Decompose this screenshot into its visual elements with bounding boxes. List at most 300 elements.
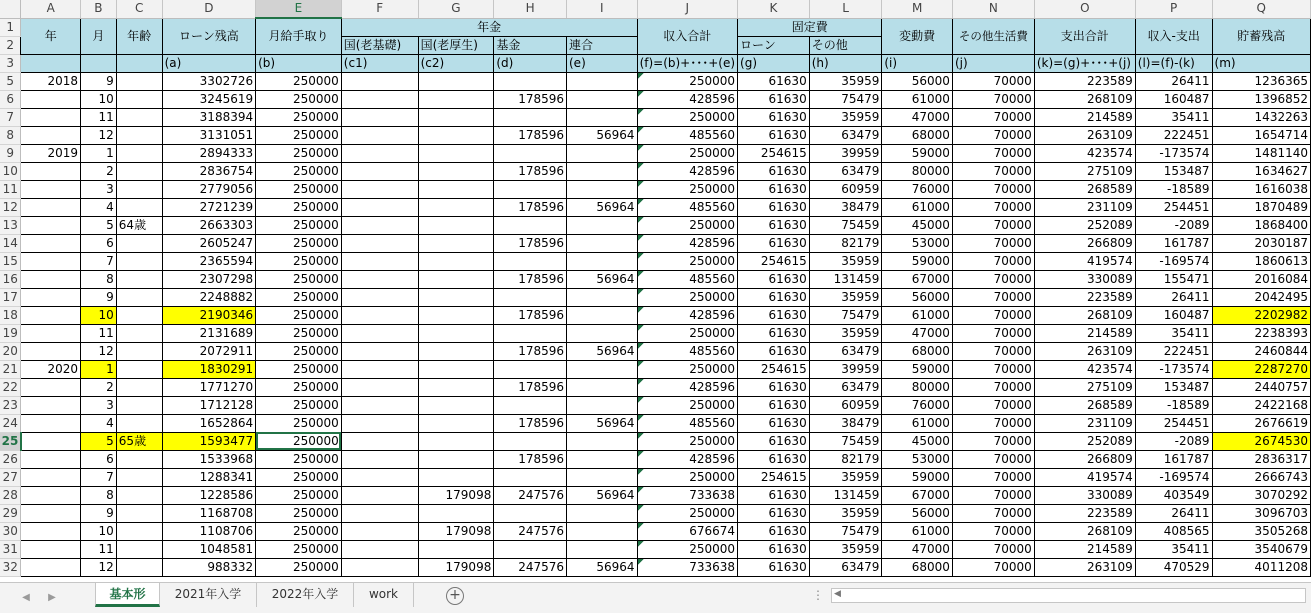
cell-j[interactable]: 250000 [637, 468, 737, 486]
cell-b[interactable]: 4 [81, 414, 117, 432]
header-other[interactable]: その他 [809, 36, 882, 54]
cell-a[interactable] [21, 432, 81, 450]
cell-q[interactable]: 2422168 [1212, 396, 1310, 414]
cell-m[interactable]: 56000 [882, 72, 953, 90]
cell-k[interactable]: 61630 [738, 162, 810, 180]
row-header-2[interactable]: 2 [0, 36, 21, 54]
cell-f[interactable] [341, 108, 418, 126]
cell-m[interactable]: 76000 [882, 180, 953, 198]
header-code-g[interactable]: (c2) [418, 54, 494, 72]
cell-p[interactable]: -18589 [1135, 180, 1212, 198]
cell-f[interactable] [341, 360, 418, 378]
row-header-5[interactable]: 5 [0, 72, 21, 90]
cell-l[interactable]: 60959 [809, 396, 882, 414]
cell-q[interactable]: 2030187 [1212, 234, 1310, 252]
cell-i[interactable] [567, 378, 638, 396]
cell-e[interactable]: 250000 [256, 396, 342, 414]
header-pension-group[interactable]: 年金 [341, 18, 637, 36]
cell-f[interactable] [341, 324, 418, 342]
cell-m[interactable]: 45000 [882, 216, 953, 234]
cell-c[interactable] [116, 342, 162, 360]
cell-d[interactable]: 2721239 [162, 198, 256, 216]
cell-c[interactable] [116, 360, 162, 378]
cell-c[interactable] [116, 540, 162, 558]
row-header-30[interactable]: 30 [0, 522, 21, 540]
cell-b[interactable]: 8 [81, 270, 117, 288]
cell-a[interactable] [21, 126, 81, 144]
cell-j[interactable]: 250000 [637, 72, 737, 90]
cell-n[interactable]: 70000 [952, 72, 1034, 90]
header-age[interactable]: 年齢 [116, 18, 162, 54]
cell-c[interactable] [116, 306, 162, 324]
cell-n[interactable]: 70000 [952, 432, 1034, 450]
cell-k[interactable]: 254615 [738, 252, 810, 270]
cell-m[interactable]: 53000 [882, 234, 953, 252]
cell-p[interactable]: 408565 [1135, 522, 1212, 540]
cell-e[interactable]: 250000 [256, 162, 342, 180]
cell-h[interactable] [494, 360, 567, 378]
cell-o[interactable]: 231109 [1034, 198, 1135, 216]
cell-e[interactable]: 250000 [256, 270, 342, 288]
cell-p[interactable]: 161787 [1135, 234, 1212, 252]
cell-g[interactable] [418, 360, 494, 378]
cell-c[interactable] [116, 180, 162, 198]
cell-j[interactable]: 428596 [637, 306, 737, 324]
cell-h[interactable] [494, 144, 567, 162]
cell-h[interactable]: 178596 [494, 306, 567, 324]
cell-j[interactable]: 250000 [637, 144, 737, 162]
cell-c[interactable] [116, 162, 162, 180]
tab-sheet-3[interactable]: 2022年入学 [257, 583, 354, 607]
cell-n[interactable]: 70000 [952, 198, 1034, 216]
cell-i[interactable] [567, 180, 638, 198]
cell-m[interactable]: 61000 [882, 522, 953, 540]
header-fixed-cost-group[interactable]: 固定費 [738, 18, 882, 36]
header-code-a[interactable] [21, 54, 81, 72]
cell-g[interactable] [418, 324, 494, 342]
cell-k[interactable]: 61630 [738, 90, 810, 108]
cell-l[interactable]: 60959 [809, 180, 882, 198]
cell-j[interactable]: 250000 [637, 540, 737, 558]
cell-o[interactable]: 252089 [1034, 216, 1135, 234]
cell-m[interactable]: 45000 [882, 432, 953, 450]
header-code-q[interactable]: (m) [1212, 54, 1310, 72]
cell-e[interactable]: 250000 [256, 378, 342, 396]
cell-o[interactable]: 268109 [1034, 306, 1135, 324]
cell-d[interactable]: 2663303 [162, 216, 256, 234]
cell-q[interactable]: 2238393 [1212, 324, 1310, 342]
cell-l[interactable]: 35959 [809, 540, 882, 558]
cell-m[interactable]: 47000 [882, 540, 953, 558]
header-expense-total[interactable]: 支出合計 [1034, 18, 1135, 54]
cell-q[interactable]: 2674530 [1212, 432, 1310, 450]
cell-p[interactable]: 161787 [1135, 450, 1212, 468]
cell-e[interactable]: 250000 [256, 108, 342, 126]
header-code-c[interactable] [116, 54, 162, 72]
cell-j[interactable]: 250000 [637, 396, 737, 414]
cell-n[interactable]: 70000 [952, 162, 1034, 180]
cell-i[interactable] [567, 450, 638, 468]
cell-a[interactable] [21, 414, 81, 432]
cell-n[interactable]: 70000 [952, 378, 1034, 396]
cell-d[interactable]: 2131689 [162, 324, 256, 342]
column-header-a[interactable]: A [21, 0, 81, 18]
cell-f[interactable] [341, 270, 418, 288]
cell-a[interactable] [21, 522, 81, 540]
cell-i[interactable] [567, 468, 638, 486]
cell-o[interactable]: 423574 [1034, 144, 1135, 162]
cell-k[interactable]: 61630 [738, 108, 810, 126]
cell-c[interactable] [116, 198, 162, 216]
cell-p[interactable]: -2089 [1135, 432, 1212, 450]
cell-m[interactable]: 61000 [882, 306, 953, 324]
cell-o[interactable]: 268589 [1034, 396, 1135, 414]
cell-f[interactable] [341, 540, 418, 558]
cell-b[interactable]: 2 [81, 162, 117, 180]
cell-b[interactable]: 11 [81, 540, 117, 558]
cell-o[interactable]: 268109 [1034, 522, 1135, 540]
cell-a[interactable] [21, 324, 81, 342]
cell-e[interactable]: 250000 [256, 216, 342, 234]
header-savings[interactable]: 貯蓄残高 [1212, 18, 1310, 54]
cell-a[interactable] [21, 252, 81, 270]
cell-g[interactable] [418, 540, 494, 558]
cell-e[interactable]: 250000 [256, 198, 342, 216]
cell-j[interactable]: 250000 [637, 432, 737, 450]
cell-g[interactable]: 179098 [418, 558, 494, 576]
cell-e[interactable]: 250000 [256, 144, 342, 162]
cell-e[interactable]: 250000 [256, 72, 342, 90]
cell-c[interactable] [116, 468, 162, 486]
cell-i[interactable] [567, 540, 638, 558]
cell-c[interactable] [116, 558, 162, 576]
cell-b[interactable]: 6 [81, 234, 117, 252]
cell-n[interactable]: 70000 [952, 216, 1034, 234]
cell-p[interactable]: 153487 [1135, 162, 1212, 180]
cell-q[interactable]: 1432263 [1212, 108, 1310, 126]
cell-p[interactable]: 26411 [1135, 504, 1212, 522]
cell-f[interactable] [341, 450, 418, 468]
cell-m[interactable]: 59000 [882, 468, 953, 486]
cell-o[interactable]: 252089 [1034, 432, 1135, 450]
cell-o[interactable]: 330089 [1034, 270, 1135, 288]
cell-q[interactable]: 1481140 [1212, 144, 1310, 162]
cell-c[interactable] [116, 90, 162, 108]
cell-m[interactable]: 56000 [882, 288, 953, 306]
cell-a[interactable] [21, 108, 81, 126]
cell-b[interactable]: 9 [81, 288, 117, 306]
tab-sheet-4[interactable]: work [354, 583, 414, 607]
cell-p[interactable]: 153487 [1135, 378, 1212, 396]
cell-l[interactable]: 75479 [809, 522, 882, 540]
cell-c[interactable] [116, 126, 162, 144]
cell-n[interactable]: 70000 [952, 540, 1034, 558]
cell-k[interactable]: 254615 [738, 360, 810, 378]
cell-g[interactable] [418, 108, 494, 126]
cell-l[interactable]: 35959 [809, 468, 882, 486]
cell-d[interactable]: 1048581 [162, 540, 256, 558]
cell-m[interactable]: 59000 [882, 144, 953, 162]
cell-c[interactable] [116, 504, 162, 522]
cell-k[interactable]: 61630 [738, 504, 810, 522]
cell-l[interactable]: 35959 [809, 504, 882, 522]
cell-h[interactable]: 247576 [494, 486, 567, 504]
cell-n[interactable]: 70000 [952, 450, 1034, 468]
cell-f[interactable] [341, 180, 418, 198]
header-code-k[interactable]: (g) [738, 54, 810, 72]
cell-l[interactable]: 63479 [809, 126, 882, 144]
cell-l[interactable]: 35959 [809, 252, 882, 270]
cell-h[interactable] [494, 288, 567, 306]
cell-l[interactable]: 131459 [809, 486, 882, 504]
column-header-q[interactable]: Q [1212, 0, 1310, 18]
cell-j[interactable]: 250000 [637, 324, 737, 342]
column-header-k[interactable]: K [738, 0, 810, 18]
cell-o[interactable]: 266809 [1034, 234, 1135, 252]
cell-q[interactable]: 1654714 [1212, 126, 1310, 144]
cell-b[interactable]: 1 [81, 360, 117, 378]
cell-h[interactable]: 178596 [494, 270, 567, 288]
header-kuni-kiso[interactable]: 国(老基礎) [341, 36, 418, 54]
cell-k[interactable]: 254615 [738, 144, 810, 162]
cell-n[interactable]: 70000 [952, 504, 1034, 522]
header-code-f[interactable]: (c1) [341, 54, 418, 72]
cell-m[interactable]: 47000 [882, 324, 953, 342]
cell-j[interactable]: 428596 [637, 90, 737, 108]
cell-p[interactable]: -18589 [1135, 396, 1212, 414]
cell-d[interactable]: 2605247 [162, 234, 256, 252]
cell-j[interactable]: 485560 [637, 270, 737, 288]
cell-a[interactable] [21, 378, 81, 396]
cell-i[interactable] [567, 522, 638, 540]
row-header-24[interactable]: 24 [0, 414, 21, 432]
cell-f[interactable] [341, 252, 418, 270]
cell-g[interactable] [418, 396, 494, 414]
cell-b[interactable]: 8 [81, 486, 117, 504]
cell-q[interactable]: 1616038 [1212, 180, 1310, 198]
cell-p[interactable]: 35411 [1135, 324, 1212, 342]
cell-p[interactable]: 254451 [1135, 414, 1212, 432]
cell-q[interactable]: 4011208 [1212, 558, 1310, 576]
cell-n[interactable]: 70000 [952, 522, 1034, 540]
cell-q[interactable]: 1870489 [1212, 198, 1310, 216]
cell-n[interactable]: 70000 [952, 180, 1034, 198]
cell-q[interactable]: 2287270 [1212, 360, 1310, 378]
cell-e[interactable]: 250000 [256, 540, 342, 558]
cell-m[interactable]: 61000 [882, 90, 953, 108]
cell-f[interactable] [341, 396, 418, 414]
cell-g[interactable] [418, 180, 494, 198]
cell-e[interactable]: 250000 [256, 414, 342, 432]
cell-l[interactable]: 38479 [809, 198, 882, 216]
cell-q[interactable]: 1868400 [1212, 216, 1310, 234]
cell-g[interactable] [418, 198, 494, 216]
cell-q[interactable]: 3505268 [1212, 522, 1310, 540]
cell-l[interactable]: 63479 [809, 162, 882, 180]
select-all-corner[interactable] [0, 0, 21, 18]
cell-g[interactable] [418, 270, 494, 288]
cell-i[interactable] [567, 72, 638, 90]
cell-b[interactable]: 5 [81, 432, 117, 450]
row-header-8[interactable]: 8 [0, 126, 21, 144]
cell-g[interactable] [418, 162, 494, 180]
cell-d[interactable]: 2072911 [162, 342, 256, 360]
cell-i[interactable] [567, 108, 638, 126]
cell-a[interactable] [21, 90, 81, 108]
cell-c[interactable] [116, 450, 162, 468]
cell-f[interactable] [341, 414, 418, 432]
cell-i[interactable] [567, 306, 638, 324]
header-code-i[interactable]: (e) [567, 54, 638, 72]
header-kuni-kosei[interactable]: 国(老厚生) [418, 36, 494, 54]
cell-h[interactable]: 247576 [494, 522, 567, 540]
cell-p[interactable]: -173574 [1135, 360, 1212, 378]
cell-j[interactable]: 676674 [637, 522, 737, 540]
cell-d[interactable]: 1228586 [162, 486, 256, 504]
cell-b[interactable]: 9 [81, 504, 117, 522]
cell-j[interactable]: 250000 [637, 216, 737, 234]
cell-f[interactable] [341, 288, 418, 306]
cell-d[interactable]: 1288341 [162, 468, 256, 486]
cell-h[interactable]: 247576 [494, 558, 567, 576]
cell-d[interactable]: 1168708 [162, 504, 256, 522]
cell-p[interactable]: 470529 [1135, 558, 1212, 576]
row-header-11[interactable]: 11 [0, 180, 21, 198]
column-header-n[interactable]: N [952, 0, 1034, 18]
cell-m[interactable]: 61000 [882, 414, 953, 432]
column-header-l[interactable]: L [809, 0, 882, 18]
cell-k[interactable]: 61630 [738, 450, 810, 468]
cell-i[interactable] [567, 288, 638, 306]
cell-l[interactable]: 63479 [809, 558, 882, 576]
cell-h[interactable]: 178596 [494, 234, 567, 252]
cell-o[interactable]: 423574 [1034, 360, 1135, 378]
cell-g[interactable] [418, 144, 494, 162]
cell-b[interactable]: 12 [81, 126, 117, 144]
cell-h[interactable] [494, 108, 567, 126]
cell-p[interactable]: -2089 [1135, 216, 1212, 234]
cell-m[interactable]: 68000 [882, 558, 953, 576]
cell-i[interactable] [567, 90, 638, 108]
cell-o[interactable]: 268589 [1034, 180, 1135, 198]
row-header-1[interactable]: 1 [0, 18, 21, 36]
cell-o[interactable]: 263109 [1034, 126, 1135, 144]
row-header-28[interactable]: 28 [0, 486, 21, 504]
cell-p[interactable]: 222451 [1135, 342, 1212, 360]
header-code-h[interactable]: (d) [494, 54, 567, 72]
cell-o[interactable]: 223589 [1034, 72, 1135, 90]
cell-e[interactable]: 250000 [256, 558, 342, 576]
cell-p[interactable]: -173574 [1135, 144, 1212, 162]
header-code-n[interactable]: (j) [952, 54, 1034, 72]
cell-q[interactable]: 2202982 [1212, 306, 1310, 324]
cell-p[interactable]: 403549 [1135, 486, 1212, 504]
cell-n[interactable]: 70000 [952, 360, 1034, 378]
cell-d[interactable]: 1533968 [162, 450, 256, 468]
cell-o[interactable]: 214589 [1034, 540, 1135, 558]
header-loan-balance[interactable]: ローン残高 [162, 18, 256, 54]
row-header-9[interactable]: 9 [0, 144, 21, 162]
cell-b[interactable]: 9 [81, 72, 117, 90]
cell-o[interactable]: 214589 [1034, 324, 1135, 342]
cell-c[interactable] [116, 324, 162, 342]
cell-l[interactable]: 75479 [809, 306, 882, 324]
cell-h[interactable]: 178596 [494, 378, 567, 396]
cell-b[interactable]: 10 [81, 90, 117, 108]
cell-f[interactable] [341, 216, 418, 234]
cell-m[interactable]: 67000 [882, 486, 953, 504]
cell-a[interactable] [21, 288, 81, 306]
cell-k[interactable]: 61630 [738, 72, 810, 90]
cell-n[interactable]: 70000 [952, 252, 1034, 270]
cell-p[interactable]: 254451 [1135, 198, 1212, 216]
scroll-left-icon[interactable]: ◀ [22, 592, 30, 603]
cell-p[interactable]: 35411 [1135, 108, 1212, 126]
cell-h[interactable]: 178596 [494, 198, 567, 216]
cell-o[interactable]: 330089 [1034, 486, 1135, 504]
cell-m[interactable]: 68000 [882, 342, 953, 360]
cell-d[interactable]: 2365594 [162, 252, 256, 270]
cell-b[interactable]: 6 [81, 450, 117, 468]
cell-f[interactable] [341, 72, 418, 90]
cell-o[interactable]: 223589 [1034, 504, 1135, 522]
cell-e[interactable]: 250000 [256, 90, 342, 108]
column-header-d[interactable]: D [162, 0, 256, 18]
row-header-10[interactable]: 10 [0, 162, 21, 180]
cell-j[interactable]: 733638 [637, 486, 737, 504]
cell-m[interactable]: 59000 [882, 360, 953, 378]
cell-j[interactable]: 428596 [637, 162, 737, 180]
cell-g[interactable] [418, 432, 494, 450]
row-header-29[interactable]: 29 [0, 504, 21, 522]
cell-h[interactable] [494, 252, 567, 270]
cell-a[interactable] [21, 504, 81, 522]
tab-sheet-2[interactable]: 2021年入学 [160, 583, 257, 607]
cell-l[interactable]: 35959 [809, 324, 882, 342]
cell-k[interactable]: 61630 [738, 342, 810, 360]
cell-d[interactable]: 2836754 [162, 162, 256, 180]
cell-k[interactable]: 254615 [738, 468, 810, 486]
cell-a[interactable] [21, 486, 81, 504]
cell-f[interactable] [341, 558, 418, 576]
cell-d[interactable]: 1593477 [162, 432, 256, 450]
cell-o[interactable]: 266809 [1034, 450, 1135, 468]
cell-h[interactable]: 178596 [494, 342, 567, 360]
cell-i[interactable]: 56964 [567, 198, 638, 216]
cell-k[interactable]: 61630 [738, 522, 810, 540]
cell-i[interactable] [567, 162, 638, 180]
cell-p[interactable]: 155471 [1135, 270, 1212, 288]
cell-n[interactable]: 70000 [952, 144, 1034, 162]
cell-q[interactable]: 2666743 [1212, 468, 1310, 486]
column-header-o[interactable]: O [1034, 0, 1135, 18]
cell-c[interactable] [116, 396, 162, 414]
row-header-21[interactable]: 21 [0, 360, 21, 378]
cell-c[interactable]: 65歳 [116, 432, 162, 450]
header-code-p[interactable]: (l)=(f)-(k) [1135, 54, 1212, 72]
cell-a[interactable] [21, 468, 81, 486]
cell-o[interactable]: 263109 [1034, 558, 1135, 576]
cell-l[interactable]: 131459 [809, 270, 882, 288]
cell-h[interactable] [494, 432, 567, 450]
cell-m[interactable]: 61000 [882, 198, 953, 216]
cell-q[interactable]: 3096703 [1212, 504, 1310, 522]
cell-a[interactable] [21, 198, 81, 216]
cell-f[interactable] [341, 504, 418, 522]
header-loan[interactable]: ローン [738, 36, 810, 54]
cell-f[interactable] [341, 486, 418, 504]
cell-a[interactable]: 2019 [21, 144, 81, 162]
